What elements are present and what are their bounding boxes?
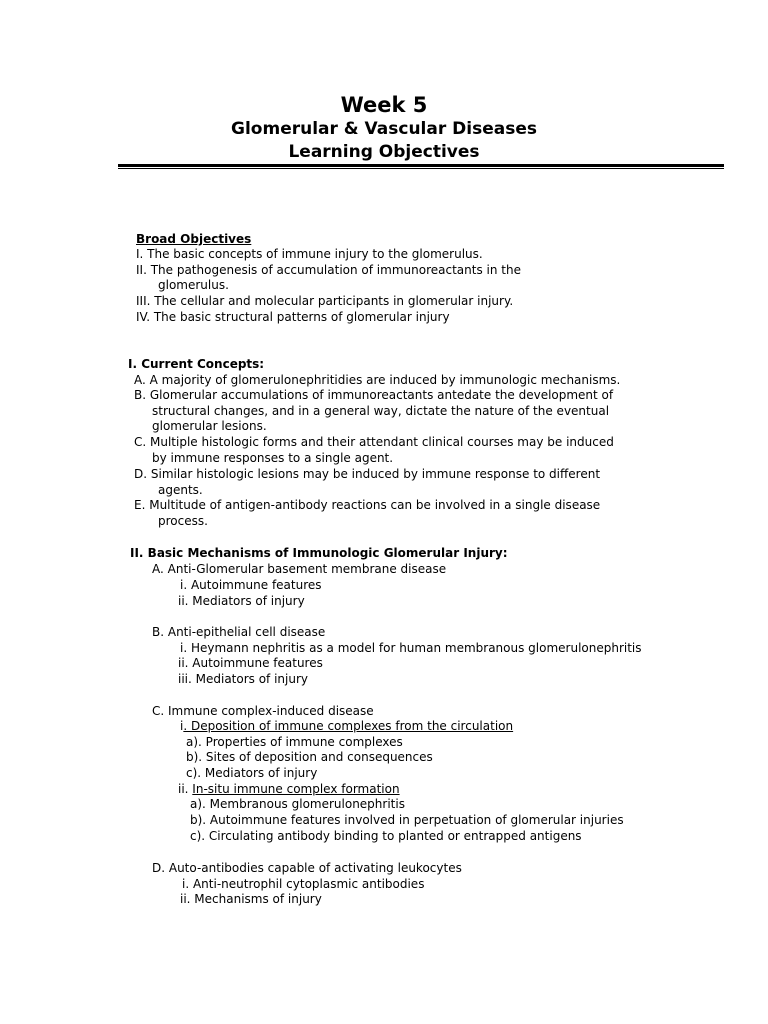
broad-objective-item: IV. The basic structural patterns of glomerular injury [136,310,450,324]
mechanism-subitem [178,782,400,797]
header-rule-thin [118,168,724,169]
current-concept-line: agents. [158,483,203,497]
broad-objective-item: II. The pathogenesis of accumulation of immunoreactants in the [136,263,521,277]
mechanism-subitem: ii. Mediators of injury [178,594,305,608]
current-concept-line: B. Glomerular accumulations of immunoreactants antedate the development of [134,388,614,402]
mechanism-subitem: iii. Mediators of injury [178,672,309,686]
mechanism-subsubitem: b). Sites of deposition and consequences [186,750,433,764]
mechanism-item-d: D. Auto-antibodies capable of activating leukocytes [152,861,462,875]
mechanism-item-b: B. Anti-epithelial cell disease [152,625,326,639]
current-concept-line: C. Multiple histologic forms and their attendant clinical courses may be induced [134,435,614,449]
mechanism-item-a: A. Anti-Glomerular basement membrane disease [152,562,447,576]
broad-objectives-heading: Broad Objectives [136,232,252,246]
current-concept-line: glomerular lesions. [152,419,267,433]
current-concepts-heading: I. Current Concepts: [128,357,265,371]
broad-objective-item: III. The cellular and molecular participants in glomerular injury. [136,294,514,308]
mechanism-subitem: i. Heymann nephritis as a model for human membranous glomerulonephritis [180,641,642,655]
header-rule-thick [118,164,724,167]
current-concept-line: D. Similar histologic lesions may be induced by immune response to different [134,467,601,481]
page-subtitle: Glomerular & Vascular Diseases [231,119,537,139]
mechanism-subitem: ii. Mechanisms of injury [180,892,322,906]
mechanism-subsubitem: c). Mediators of injury [186,766,318,780]
page-subtitle-objectives: Learning Objectives [288,142,480,162]
broad-objective-item: I. The basic concepts of immune injury to the glomerulus. [136,247,483,261]
subitem-underlined-text: In-situ immune complex formation [192,782,400,796]
mechanism-item-c: C. Immune complex-induced disease [152,704,374,718]
mechanism-subsubitem: a). Membranous glomerulonephritis [190,797,405,811]
subitem-numeral: i [180,719,184,733]
mechanism-subitem: i. Anti-neutrophil cytoplasmic antibodies [182,877,425,891]
mechanism-subsubitem: a). Properties of immune complexes [186,735,403,749]
mechanism-subitem: i. Autoimmune features [180,578,322,592]
current-concept-line: structural changes, and in a general way, dictate the nature of the eventual [152,404,610,418]
mechanism-subsubitem: b). Autoimmune features involved in perpetuation of glomerular injuries [190,813,624,827]
broad-objective-item-continued: glomerulus. [158,278,229,292]
mechanism-subsubitem: c). Circulating antibody binding to planted or entrapped antigens [190,829,582,843]
current-concept-line: process. [158,514,208,528]
subitem-numeral: ii. [178,782,193,796]
mechanism-subitem: ii. Autoimmune features [178,656,323,670]
current-concept-line: E. Multitude of antigen-antibody reactions can be involved in a single disease [134,498,601,512]
current-concept-line: by immune responses to a single agent. [152,451,394,465]
mechanism-subitem [180,719,513,734]
current-concept-line: A. A majority of glomerulonephritidies are induced by immunologic mechanisms. [134,373,621,387]
basic-mechanisms-heading: II. Basic Mechanisms of Immunologic Glomerular Injury: [130,546,508,560]
subitem-underlined-text: . Deposition of immune complexes from the circulation [183,719,514,733]
page-title: Week 5 [340,93,428,117]
